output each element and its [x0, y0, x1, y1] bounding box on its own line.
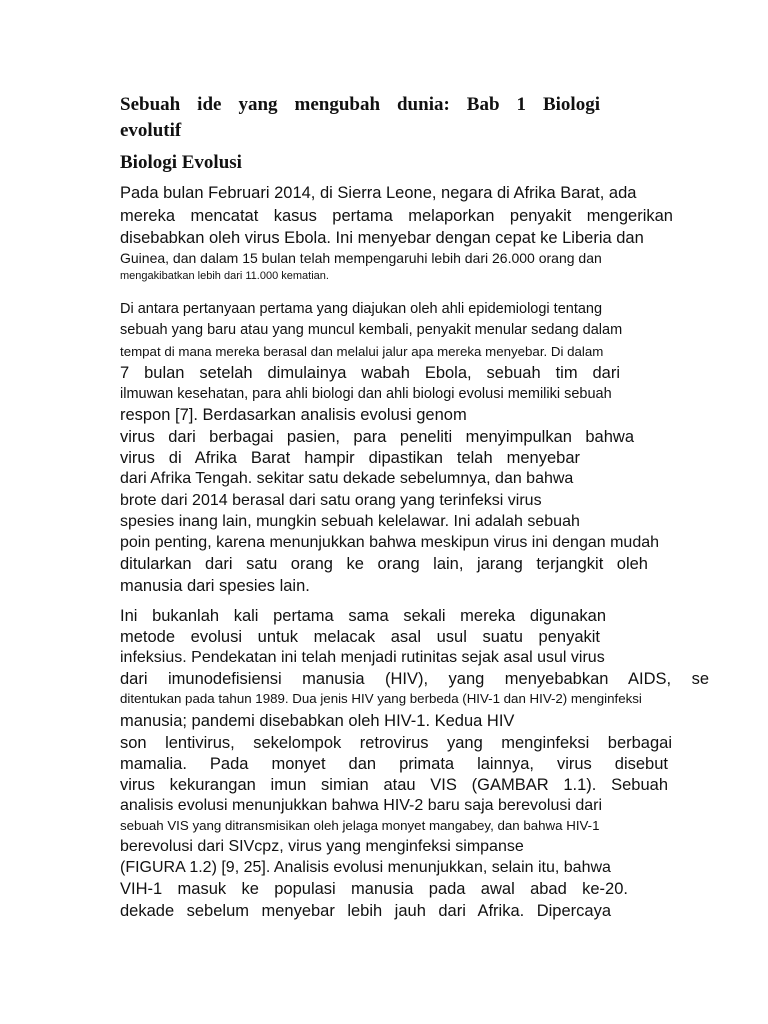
- text-line: (FIGURA 1.2) [9, 25]. Analisis evolusi menunjukkan, selain itu, bahwa: [120, 859, 611, 876]
- text-line: ditularkan dari satu orang ke orang lain, jarang terjangkit oleh: [120, 555, 648, 573]
- text-line: mengakibatkan lebih dari 11.000 kematian.: [120, 270, 329, 282]
- text-line: Di antara pertanyaan pertama yang diajukan oleh ahli epidemiologi tentang: [120, 301, 603, 317]
- text-line: mereka mencatat kasus pertama melaporkan penyakit mengerikan: [120, 207, 673, 225]
- text-line: ilmuwan kesehatan, para ahli biologi dan ahli biologi evolusi memiliki sebuah: [120, 386, 612, 402]
- text-line: respon [7]. Berdasarkan analisis evolusi genom: [120, 406, 467, 424]
- text-line: Pada bulan Februari 2014, di Sierra Leone, negara di Afrika Barat, ada: [120, 184, 637, 202]
- text-line: poin penting, karena menunjukkan bahwa meskipun virus ini dengan mudah: [120, 534, 660, 551]
- text-line: tempat di mana mereka berasal dan melalui jalur apa mereka menyebar. Di dalam: [120, 344, 604, 359]
- text-line: dari imunodefisiensi manusia (HIV), yang menyebabkan AIDS, se: [120, 670, 709, 688]
- text-line: Guinea, dan dalam 15 bulan telah mempengaruhi lebih dari 26.000 orang dan: [120, 250, 602, 266]
- text-line: berevolusi dari SIVcpz, virus yang menginfeksi simpanse: [120, 838, 524, 855]
- text-line: analisis evolusi menunjukkan bahwa HIV-2 baru saja berevolusi dari: [120, 797, 603, 814]
- text-line: metode evolusi untuk melacak asal usul suatu penyakit: [120, 628, 600, 646]
- text-line: virus di Afrika Barat hampir dipastikan telah menyebar: [120, 449, 580, 467]
- text-line: mamalia. Pada monyet dan primata lainnya, virus disebut: [120, 755, 668, 773]
- text-line: sebuah VIS yang ditransmisikan oleh jelaga monyet mangabey, dan bahwa HIV-1: [120, 818, 600, 833]
- text-line: dekade sebelum menyebar lebih jauh dari Afrika. Dipercaya: [120, 902, 611, 920]
- text-line: manusia; pandemi disebabkan oleh HIV-1. Kedua HIV: [120, 712, 515, 730]
- text-line: brote dari 2014 berasal dari satu orang yang terinfeksi virus: [120, 492, 542, 509]
- text-line: manusia dari spesies lain.: [120, 577, 310, 595]
- text-line: sebuah yang baru atau yang muncul kembali, penyakit menular sedang dalam: [120, 322, 623, 338]
- text-line: Ini bukanlah kali pertama sama sekali mereka digunakan: [120, 607, 606, 625]
- section-heading: Biologi Evolusi: [120, 152, 242, 173]
- text-line: spesies inang lain, mungkin sebuah kelelawar. Ini adalah sebuah: [120, 513, 580, 530]
- text-line: disebabkan oleh virus Ebola. Ini menyebar dengan cepat ke Liberia dan: [120, 229, 644, 247]
- chapter-title-line-2: evolutif: [120, 120, 182, 141]
- chapter-title-line-1: Sebuah ide yang mengubah dunia: Bab 1 Biologi: [120, 94, 600, 115]
- text-line: 7 bulan setelah dimulainya wabah Ebola, sebuah tim dari: [120, 364, 620, 382]
- text-line: virus kekurangan imun simian atau VIS (GAMBAR 1.1). Sebuah: [120, 776, 668, 794]
- chapter-title: [120, 92, 600, 144]
- text-line: ditentukan pada tahun 1989. Dua jenis HIV yang berbeda (HIV-1 dan HIV-2) menginfeksi: [120, 691, 642, 706]
- text-line: virus dari berbagai pasien, para peneliti menyimpulkan bahwa: [120, 428, 634, 446]
- text-line: dari Afrika Tengah. sekitar satu dekade sebelumnya, dan bahwa: [120, 470, 574, 487]
- text-line: son lentivirus, sekelompok retrovirus yang menginfeksi berbagai: [120, 734, 672, 752]
- text-line: infeksius. Pendekatan ini telah menjadi rutinitas sejak asal usul virus: [120, 649, 605, 666]
- text-line: VIH-1 masuk ke populasi manusia pada awal abad ke-20.: [120, 880, 628, 898]
